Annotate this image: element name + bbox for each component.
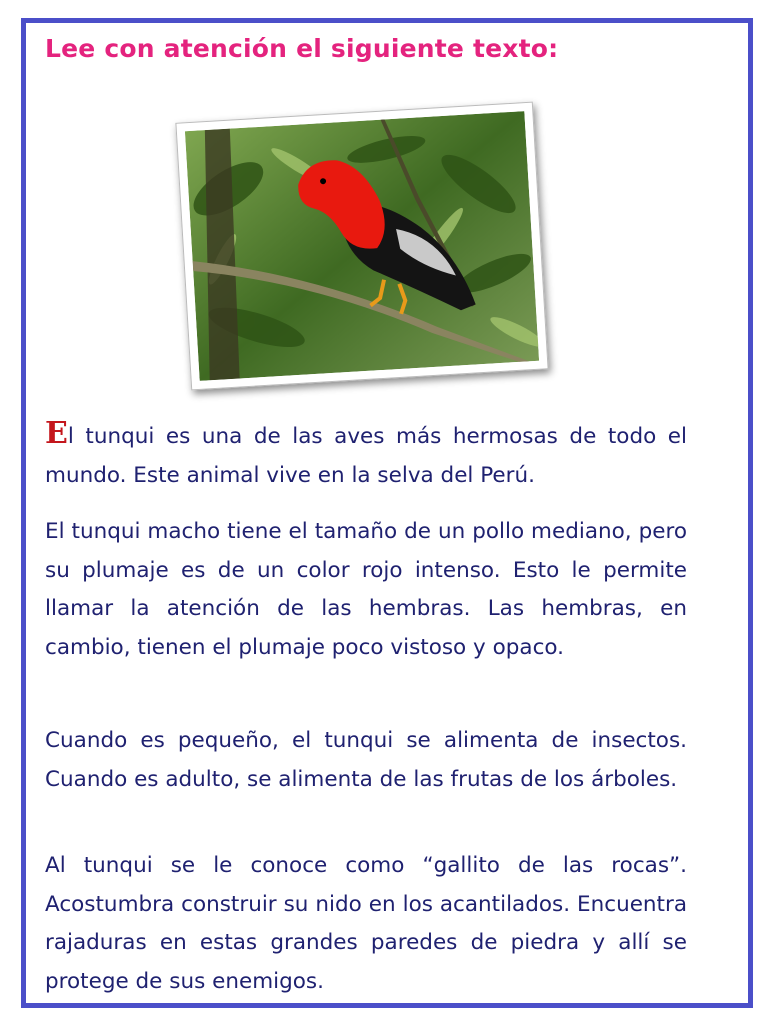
paragraph-4: Al tunqui se le conoce como “gallito de las rocas”. Acostumbra construir su nido en los acantilados. Encuentra rajaduras en estas grandes paredes de piedra y allí se protege de sus enemigos. <box>45 853 687 994</box>
bird-illustration <box>185 111 539 381</box>
paragraph-3: Cuando es pequeño, el tunqui se alimenta de insectos. Cuando es adulto, se alimenta de las frutas de los árboles. <box>45 728 687 792</box>
bird-photo <box>175 102 548 391</box>
paragraph-1 <box>45 418 687 495</box>
page-title: Lee con atención el siguiente texto: <box>45 34 559 63</box>
drop-cap: E <box>45 416 68 451</box>
paragraph-2: El tunqui macho tiene el tamaño de un pollo mediano, pero su plumaje es de un color rojo intenso. Esto le permite llamar la atención de las hembras. Las hembras, en cambio, tienen el plumaje poco vistoso y opaco. <box>45 519 687 660</box>
paragraph-1-text: l tunqui es una de las aves más hermosas de todo el mundo. Este animal vive en la selva del Perú. <box>45 424 687 488</box>
